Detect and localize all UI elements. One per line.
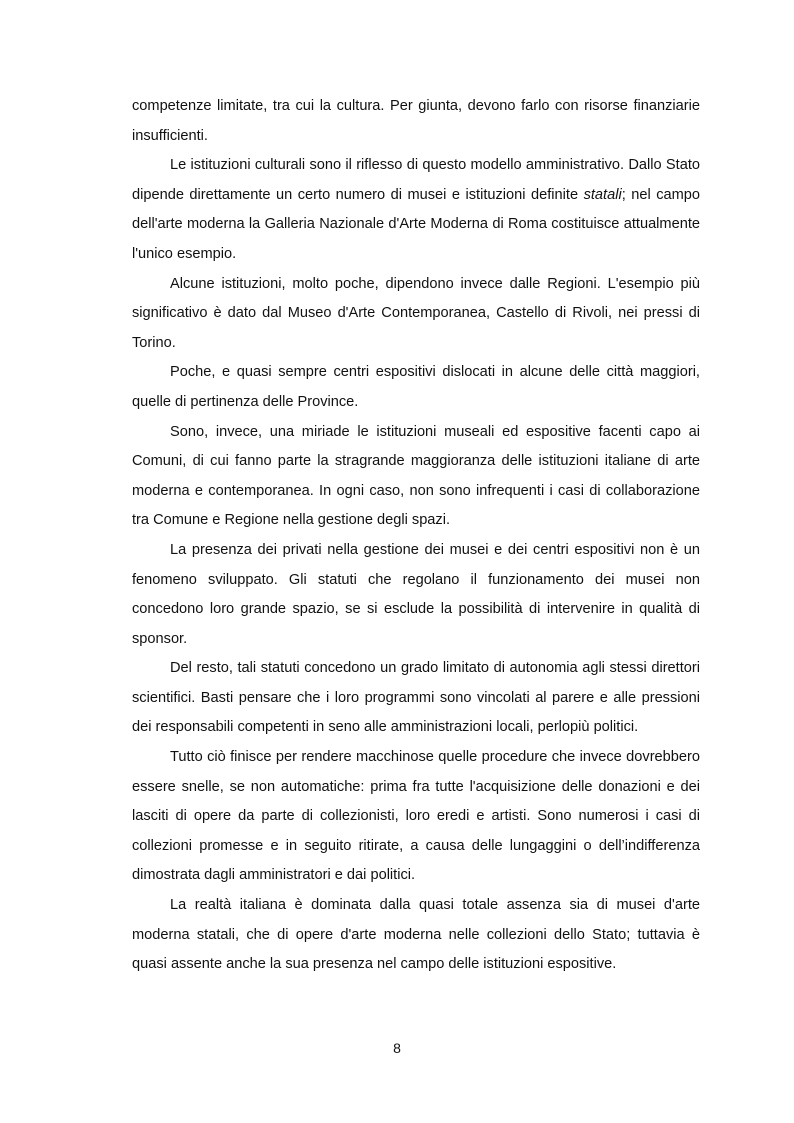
paragraph-1 bbox=[132, 92, 700, 151]
paragraph-7-text: Del resto, tali statuti concedono un grado limitato di autonomia agli stessi direttori scientifici. Basti pensare che i loro programmi sono vincolati al parere e alle pressioni dei responsabili competenti in seno alle amministrazioni locali, perlopiù politici. bbox=[132, 660, 700, 736]
paragraph-2-text-start: Le istituzioni culturali sono il riflesso di questo modello amministrativo. Dallo Stato dipende direttamente un certo numero di musei e istituzioni definite bbox=[132, 157, 700, 203]
paragraph-3 bbox=[132, 270, 700, 359]
paragraph-1-text: competenze limitate, tra cui la cultura. Per giunta, devono farlo con risorse finanziarie insufficienti. bbox=[132, 98, 700, 144]
page-number: 8 bbox=[393, 1040, 401, 1056]
paragraph-2 bbox=[132, 151, 700, 269]
paragraph-6 bbox=[132, 536, 700, 654]
body-text bbox=[132, 92, 700, 980]
paragraph-6-text: La presenza dei privati nella gestione dei musei e dei centri espositivi non è un fenomeno sviluppato. Gli statuti che regolano il funzionamento dei musei non concedono loro grande spazio, se si esclude la possibilità di intervenire in qualità di sponsor. bbox=[132, 541, 700, 647]
paragraph-2-italic-term: statali bbox=[583, 186, 622, 203]
paragraph-4 bbox=[132, 358, 700, 417]
paragraph-5 bbox=[132, 418, 700, 536]
paragraph-9 bbox=[132, 891, 700, 980]
paragraph-4-text: Poche, e quasi sempre centri espositivi dislocati in alcune delle città maggiori, quelle di pertinenza delle Province. bbox=[132, 364, 700, 410]
paragraph-8 bbox=[132, 743, 700, 891]
paragraph-7 bbox=[132, 654, 700, 743]
paragraph-8-text: Tutto ciò finisce per rendere macchinose quelle procedure che invece dovrebbero essere snelle, se non automatiche: prima fra tutte l'acquisizione delle donazioni e dei lasciti di opere da parte di collezionisti, loro eredi e artisti. Sono numerosi i casi di collezioni promesse e in seguito ritirate, a causa delle lungaggini o dell’indifferenza dimostrata dagli amministratori e dai politici. bbox=[132, 749, 700, 884]
paragraph-3-text: Alcune istituzioni, molto poche, dipendono invece dalle Regioni. L'esempio più significativo è dato dal Museo d'Arte Contemporanea, Castello di Rivoli, nei pressi di Torino. bbox=[132, 275, 700, 351]
paragraph-2-text-end: ; nel campo dell'arte moderna la Galleria Nazionale d'Arte Moderna di Roma costituisce attualmente l'unico esempio. bbox=[132, 186, 700, 262]
paragraph-9-text: La realtà italiana è dominata dalla quasi totale assenza sia di musei d'arte moderna statali, che di opere d'arte moderna nelle collezioni dello Stato; tuttavia è quasi assente anche la sua presenza nel campo delle istituzioni espositive. bbox=[132, 897, 700, 973]
paragraph-5-text: Sono, invece, una miriade le istituzioni museali ed espositive facenti capo ai Comuni, di cui fanno parte la stragrande maggioranza delle istituzioni italiane di arte moderna e contemporanea. In ogni caso, non sono infrequenti i casi di collaborazione tra Comune e Regione nella gestione degli spazi. bbox=[132, 423, 700, 529]
